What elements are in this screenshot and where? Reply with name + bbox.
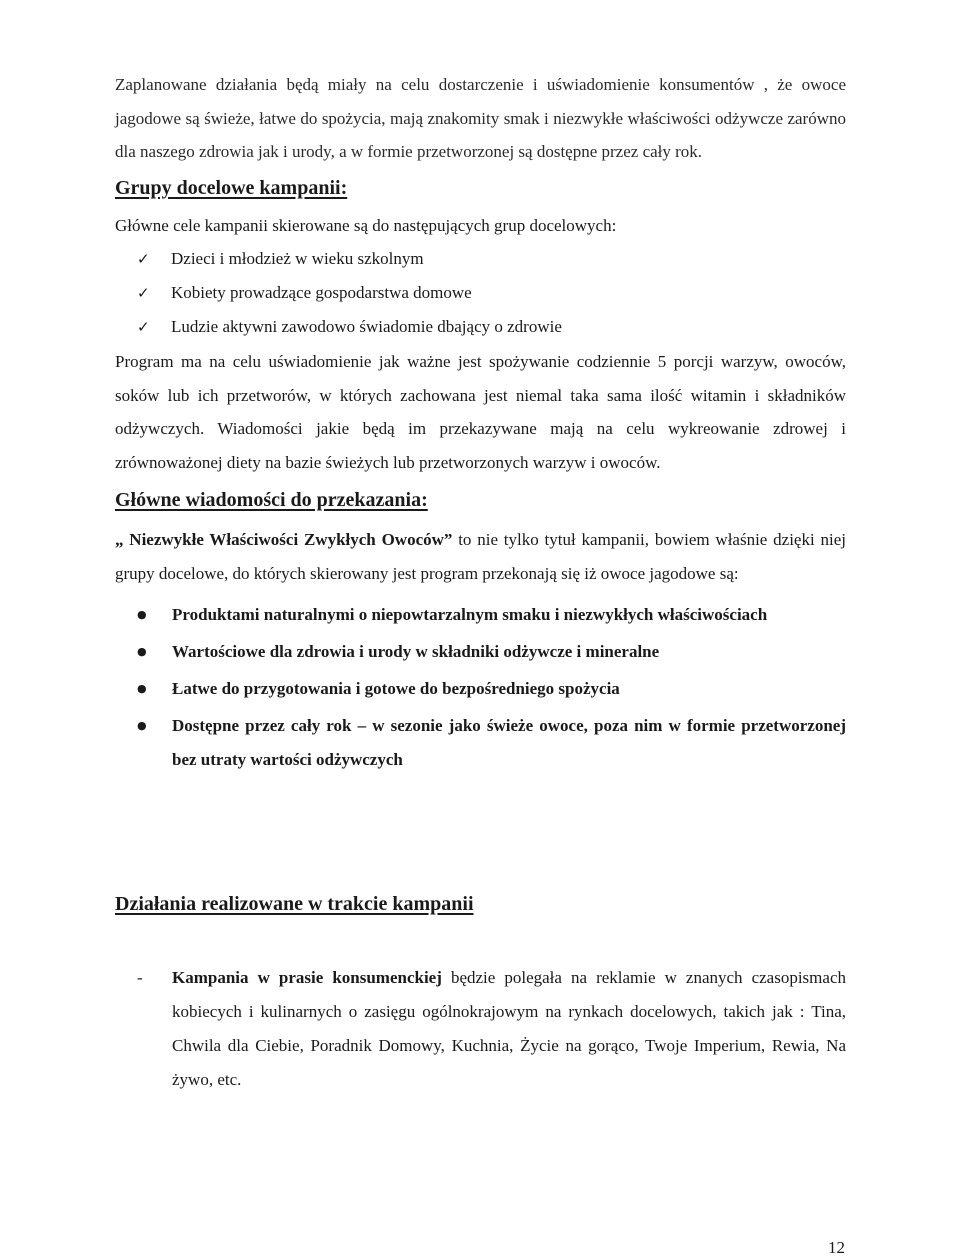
list-item-text: Dostępne przez cały rok – w sezonie jako świeże owoce, poza nim w formie przetworzonej bez utraty wartości odżywczych <box>172 716 846 769</box>
activity-title: Kampania w prasie konsumenckiej <box>172 968 442 987</box>
list-item <box>137 310 846 344</box>
list-item-text: Ludzie aktywni zawodowo świadomie dbający o zdrowie <box>171 317 562 336</box>
list-item <box>137 672 846 708</box>
list-item <box>137 598 846 634</box>
key-messages-list <box>115 598 846 777</box>
campaign-title: „ Niezwykłe Właściwości Zwykłych Owoców” <box>115 530 453 549</box>
section-heading-key-messages: Główne wiadomości do przekazania: <box>115 489 428 511</box>
checkmark-icon: ✓ <box>137 318 150 336</box>
program-paragraph: Program ma na celu uświadomienie jak ważne jest spożywanie codziennie 5 porcji warzyw, owoców, soków lub ich przetworów, w których zachowana jest niemal taka sama ilość witamin i składników odżywczych. Wiadomości jakie będą im przekazywane mają na celu wykreowanie zdrowej i zrównoważonej diety na bazie świeżych lub przetworzonych warzyw i owoców. <box>115 352 846 472</box>
bullet-icon: ● <box>137 682 147 695</box>
list-item <box>137 709 846 777</box>
list-item-text: Łatwe do przygotowania i gotowe do bezpośredniego spożycia <box>172 679 620 698</box>
campaign-title-description: to nie tylko tytuł kampanii, bowiem właśnie dzięki niej grupy docelowe, do których skierowany jest program przekonają się iż owoce jagodowe są: <box>115 530 846 583</box>
list-item-text: Dzieci i młodzież w wieku szkolnym <box>171 249 424 268</box>
list-item-text: Kobiety prowadzące gospodarstwa domowe <box>171 283 472 302</box>
document-page <box>115 68 846 1097</box>
bullet-icon: ● <box>137 608 147 621</box>
section-heading-campaign-activities: Działania realizowane w trakcie kampanii <box>115 893 474 915</box>
bullet-icon: ● <box>137 645 147 658</box>
target-groups-list <box>115 242 846 344</box>
section-heading-target-groups: Grupy docelowe kampanii: <box>115 176 348 199</box>
checkmark-icon: ✓ <box>137 250 150 268</box>
list-item <box>137 242 846 276</box>
list-item-text <box>172 961 846 1097</box>
dash-marker: - <box>137 968 143 987</box>
intro-paragraph: Zaplanowane działania będą miały na celu dostarczenie i uświadomienie konsumentów , że owoce jagodowe są świeże, łatwe do spożycia, mają znakomity smak i niezwykłe właściwości odżywcze zarówno dla naszego zdrowia jak i urody, a w formie przetworzonej są dostępne przez cały rok. <box>115 75 846 161</box>
checkmark-icon: ✓ <box>137 284 150 302</box>
list-item <box>137 276 846 310</box>
campaign-activities-list <box>115 961 846 1097</box>
bullet-icon: ● <box>137 719 147 732</box>
target-groups-lead: Główne cele kampanii skierowane są do następujących grup docelowych: <box>115 215 617 235</box>
activity-description: będzie polegała na reklamie w znanych czasopismach kobiecych i kulinarnych o zasięgu ogólnokrajowym na rynkach docelowych, takich jak : Tina, Chwila dla Ciebie, Poradnik Domowy, Kuchnia, Życie na gorąco, Twoje Imperium, Rewia, Na żywo, etc. <box>172 968 846 1089</box>
page-number: 12 <box>828 1238 845 1257</box>
list-item-text: Produktami naturalnymi o niepowtarzalnym smaku i niezwykłych właściwościach <box>172 605 768 624</box>
list-item <box>137 961 846 1097</box>
list-item-text: Wartościowe dla zdrowia i urody w składniki odżywcze i mineralne <box>172 642 660 661</box>
list-item <box>137 635 846 671</box>
campaign-title-paragraph <box>115 523 846 590</box>
